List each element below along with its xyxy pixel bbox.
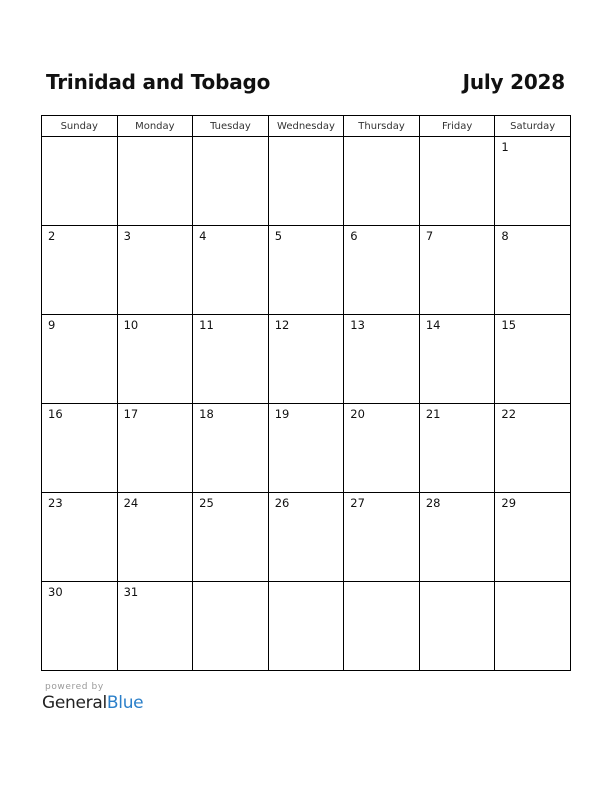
week-row-3 bbox=[42, 315, 571, 404]
day-number: 17 bbox=[123, 407, 139, 421]
weekday-sunday: Sunday bbox=[42, 116, 118, 137]
day-cell bbox=[42, 582, 118, 671]
day-number bbox=[42, 137, 117, 140]
week-row-5 bbox=[42, 493, 571, 582]
day-cell bbox=[495, 226, 571, 315]
day-number: 27 bbox=[350, 496, 365, 510]
day-number bbox=[269, 137, 344, 140]
day-cell bbox=[419, 315, 495, 404]
week-row-2 bbox=[42, 226, 571, 315]
week-row-6 bbox=[42, 582, 571, 671]
day-cell bbox=[268, 315, 344, 404]
day-cell bbox=[193, 493, 269, 582]
day-cell bbox=[193, 226, 269, 315]
day-number: 4 bbox=[199, 229, 207, 243]
day-cell bbox=[419, 137, 495, 226]
day-cell bbox=[193, 315, 269, 404]
week-row-4 bbox=[42, 404, 571, 493]
day-number: 21 bbox=[425, 407, 441, 421]
day-number bbox=[420, 582, 495, 585]
day-number: 31 bbox=[123, 585, 139, 599]
day-cell bbox=[419, 493, 495, 582]
weekday-tuesday: Tuesday bbox=[193, 116, 269, 137]
logo-text-blue: Blue bbox=[106, 693, 144, 713]
day-cell bbox=[419, 404, 495, 493]
day-cell bbox=[495, 493, 571, 582]
weekday-friday: Friday bbox=[419, 116, 495, 137]
day-cell bbox=[193, 582, 269, 671]
day-number: 28 bbox=[425, 496, 441, 510]
day-cell bbox=[42, 137, 118, 226]
country-title: Trinidad and Tobago bbox=[46, 70, 271, 94]
day-number: 10 bbox=[123, 318, 139, 332]
day-number: 8 bbox=[501, 229, 509, 243]
day-cell bbox=[495, 582, 571, 671]
weekday-thursday: Thursday bbox=[344, 116, 420, 137]
day-cell bbox=[495, 137, 571, 226]
day-number: 11 bbox=[199, 318, 214, 332]
day-cell bbox=[117, 404, 193, 493]
day-number: 26 bbox=[274, 496, 290, 510]
day-number: 7 bbox=[425, 229, 434, 243]
day-number: 6 bbox=[350, 229, 358, 243]
day-number: 20 bbox=[350, 407, 365, 421]
day-number bbox=[344, 582, 419, 585]
day-number: 22 bbox=[501, 407, 517, 421]
day-cell bbox=[117, 582, 193, 671]
day-number: 12 bbox=[274, 318, 290, 332]
weekday-wednesday: Wednesday bbox=[268, 116, 344, 137]
day-number: 2 bbox=[48, 229, 56, 243]
day-cell bbox=[117, 315, 193, 404]
day-number bbox=[118, 137, 193, 140]
day-cell bbox=[268, 582, 344, 671]
day-number bbox=[344, 137, 419, 140]
day-number bbox=[495, 582, 570, 585]
day-number bbox=[420, 137, 495, 140]
day-cell bbox=[419, 582, 495, 671]
calendar-grid bbox=[41, 115, 571, 671]
day-cell bbox=[344, 315, 420, 404]
week-row-1 bbox=[42, 137, 571, 226]
day-number: 5 bbox=[274, 229, 283, 243]
day-number: 1 bbox=[501, 140, 509, 154]
day-number: 19 bbox=[274, 407, 290, 421]
day-cell bbox=[344, 582, 420, 671]
powered-by-label: powered by bbox=[45, 682, 104, 692]
day-cell bbox=[268, 226, 344, 315]
weekday-monday: Monday bbox=[117, 116, 193, 137]
weekday-saturday: Saturday bbox=[495, 116, 571, 137]
day-number: 16 bbox=[48, 407, 63, 421]
day-cell bbox=[268, 404, 344, 493]
day-number bbox=[269, 582, 344, 585]
generalblue-logo[interactable] bbox=[42, 693, 143, 713]
day-cell bbox=[344, 137, 420, 226]
day-cell bbox=[495, 315, 571, 404]
day-cell bbox=[42, 315, 118, 404]
day-cell bbox=[42, 226, 118, 315]
day-cell bbox=[117, 493, 193, 582]
day-cell bbox=[344, 404, 420, 493]
day-number: 14 bbox=[425, 318, 441, 332]
month-year-title: July 2028 bbox=[462, 70, 565, 94]
day-number: 18 bbox=[199, 407, 214, 421]
day-number: 13 bbox=[350, 318, 365, 332]
day-cell bbox=[268, 493, 344, 582]
day-cell bbox=[117, 137, 193, 226]
day-cell bbox=[495, 404, 571, 493]
day-number: 25 bbox=[199, 496, 214, 510]
day-number bbox=[193, 137, 268, 140]
day-number: 30 bbox=[48, 585, 63, 599]
day-number: 3 bbox=[123, 229, 131, 243]
day-cell bbox=[193, 404, 269, 493]
day-number: 23 bbox=[48, 496, 63, 510]
day-number: 9 bbox=[48, 318, 56, 332]
day-number bbox=[193, 582, 268, 585]
day-cell bbox=[193, 137, 269, 226]
logo-text-general: General bbox=[42, 693, 107, 713]
day-cell bbox=[344, 226, 420, 315]
day-cell bbox=[419, 226, 495, 315]
weekday-header-row bbox=[42, 116, 571, 137]
day-number: 15 bbox=[501, 318, 517, 332]
day-number: 29 bbox=[501, 496, 517, 510]
day-cell bbox=[117, 226, 193, 315]
day-cell bbox=[42, 493, 118, 582]
day-cell bbox=[344, 493, 420, 582]
day-cell bbox=[42, 404, 118, 493]
day-cell bbox=[268, 137, 344, 226]
day-number: 24 bbox=[123, 496, 139, 510]
